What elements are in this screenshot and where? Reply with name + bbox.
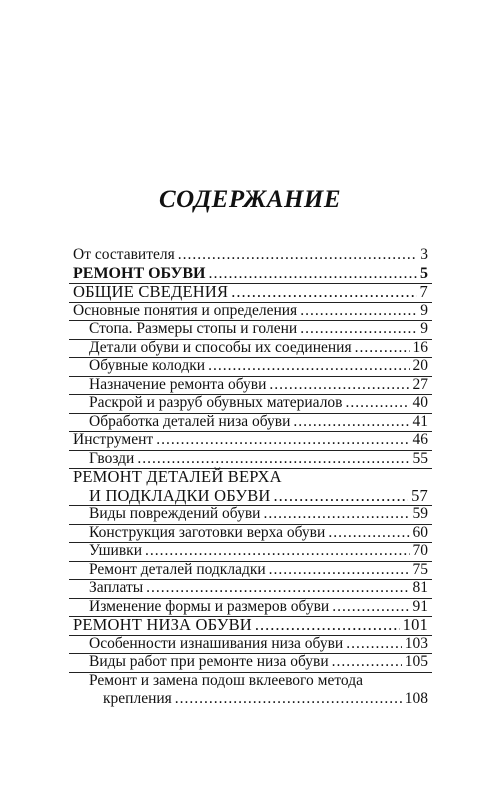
toc-page-number: 81 xyxy=(412,579,428,596)
toc-page-number: 20 xyxy=(412,357,428,374)
toc-entry-section[interactable] xyxy=(73,616,428,635)
toc-entry-title: Ушивки xyxy=(89,542,142,559)
toc-page-number: 108 xyxy=(404,690,428,707)
toc-entry-title: Виды работ при ремонте низа обуви xyxy=(89,653,329,670)
toc-entry[interactable] xyxy=(73,672,428,709)
toc-entry-title-line2: крепления xyxy=(103,690,172,707)
toc-page-number: 41 xyxy=(412,412,428,430)
toc-entry-title: Ремонт деталей подкладки xyxy=(89,560,266,578)
toc-entry[interactable] xyxy=(73,542,428,561)
toc-entry-title: Виды повреждений обуви xyxy=(89,505,261,522)
toc-entry-title: Особенности изнашивания низа обуви xyxy=(89,634,344,652)
toc-page-number: 3 xyxy=(420,246,428,263)
toc-entry-title: Изменение формы и размеров обуви xyxy=(89,597,330,615)
toc-page-number: 27 xyxy=(412,375,428,393)
toc-page-number: 55 xyxy=(412,449,428,467)
toc-entry-section[interactable] xyxy=(73,468,428,505)
dot-leader xyxy=(146,579,409,598)
dot-leader xyxy=(269,561,410,580)
toc-entry[interactable] xyxy=(73,579,428,598)
table-of-contents xyxy=(73,246,428,709)
toc-entry[interactable] xyxy=(73,357,428,376)
toc-entry-title: Обработка деталей низа обуви xyxy=(89,412,291,430)
dot-leader xyxy=(269,376,409,395)
dot-leader xyxy=(156,431,409,450)
toc-page-number: 5 xyxy=(420,264,428,282)
toc-entry-title: Конструкция заготовки верха обуви xyxy=(89,523,326,541)
toc-entry-title: РЕМОНТ НИЗА ОБУВИ xyxy=(73,615,252,634)
dot-leader xyxy=(332,598,409,617)
dot-leader xyxy=(137,450,409,469)
dot-leader xyxy=(293,413,409,432)
toc-entry-title: ОБЩИЕ СВЕДЕНИЯ xyxy=(73,282,229,301)
toc-entry-continuation xyxy=(73,487,428,506)
toc-entry-title: Заплаты xyxy=(89,579,144,596)
dot-leader xyxy=(263,505,409,524)
dot-leader xyxy=(346,394,410,413)
toc-entry-title: Детали обуви и способы их соединения xyxy=(89,338,352,356)
toc-entry-title: Стопа. Размеры стопы и голени xyxy=(89,320,298,337)
dot-leader xyxy=(332,653,402,672)
dot-leader xyxy=(255,616,400,635)
toc-entry-title-line1: РЕМОНТ ДЕТАЛЕЙ ВЕРХА xyxy=(73,468,428,487)
toc-entry[interactable] xyxy=(73,246,428,265)
toc-page-number: 57 xyxy=(411,485,428,505)
toc-entry[interactable] xyxy=(73,524,428,543)
toc-page-number: 16 xyxy=(412,338,428,356)
toc-entry[interactable] xyxy=(73,302,428,321)
dot-leader xyxy=(175,690,402,709)
toc-entry[interactable] xyxy=(73,561,428,580)
toc-page-number: 70 xyxy=(412,542,428,559)
toc-entry[interactable] xyxy=(73,431,428,450)
dot-leader xyxy=(208,357,409,376)
toc-entry[interactable] xyxy=(73,339,428,358)
toc-entry-title: Назначение ремонта обуви xyxy=(89,375,267,393)
toc-entry[interactable] xyxy=(73,376,428,395)
toc-entry-title: РЕМОНТ ОБУВИ xyxy=(73,264,206,282)
dot-leader xyxy=(274,487,409,506)
toc-page-number: 9 xyxy=(420,320,428,337)
toc-page-number: 105 xyxy=(404,653,428,670)
dot-leader xyxy=(145,542,410,561)
toc-page-number: 9 xyxy=(420,301,428,319)
toc-entry[interactable] xyxy=(73,320,428,339)
toc-entry-title: Гвозди xyxy=(89,449,135,467)
toc-entry-section[interactable] xyxy=(73,265,428,284)
toc-page-number: 59 xyxy=(412,505,428,522)
dot-leader xyxy=(300,320,417,339)
dot-leader xyxy=(300,302,417,321)
dot-leader xyxy=(328,524,409,543)
dot-leader xyxy=(208,265,417,284)
page-title: СОДЕРЖАНИЕ xyxy=(158,186,342,213)
dot-leader xyxy=(178,246,418,265)
toc-entry-title: Инструмент xyxy=(73,431,154,448)
toc-entry-title: Раскрой и разруб обувных материалов xyxy=(89,394,343,411)
toc-entry-title: Обувные колодки xyxy=(89,357,206,374)
toc-entry[interactable] xyxy=(73,450,428,469)
toc-entry-title-line2: И ПОДКЛАДКИ ОБУВИ xyxy=(89,485,271,505)
dot-leader xyxy=(231,283,416,302)
toc-page-number: 40 xyxy=(412,394,428,411)
toc-page-number: 7 xyxy=(419,282,428,301)
toc-page-number: 60 xyxy=(412,523,428,541)
toc-page-number: 46 xyxy=(412,431,428,448)
toc-entry[interactable] xyxy=(73,653,428,672)
toc-entry-title-line1: Ремонт и замена подош вклеевого метода xyxy=(73,672,428,691)
toc-page-number: 91 xyxy=(412,597,428,615)
toc-page-number: 101 xyxy=(402,615,428,634)
toc-entry-title: Основные понятия и определения xyxy=(73,301,298,319)
toc-entry-continuation xyxy=(73,690,428,709)
toc-entry[interactable] xyxy=(73,394,428,413)
toc-entry-section[interactable] xyxy=(73,283,428,302)
dot-leader xyxy=(346,635,402,654)
toc-page-number: 75 xyxy=(412,560,428,578)
toc-entry[interactable] xyxy=(73,505,428,524)
toc-entry[interactable] xyxy=(73,413,428,432)
toc-entry-title: От составителя xyxy=(73,246,175,263)
toc-page-number: 103 xyxy=(404,634,428,652)
toc-entry[interactable] xyxy=(73,598,428,617)
dot-leader xyxy=(355,339,410,358)
toc-entry[interactable] xyxy=(73,635,428,654)
